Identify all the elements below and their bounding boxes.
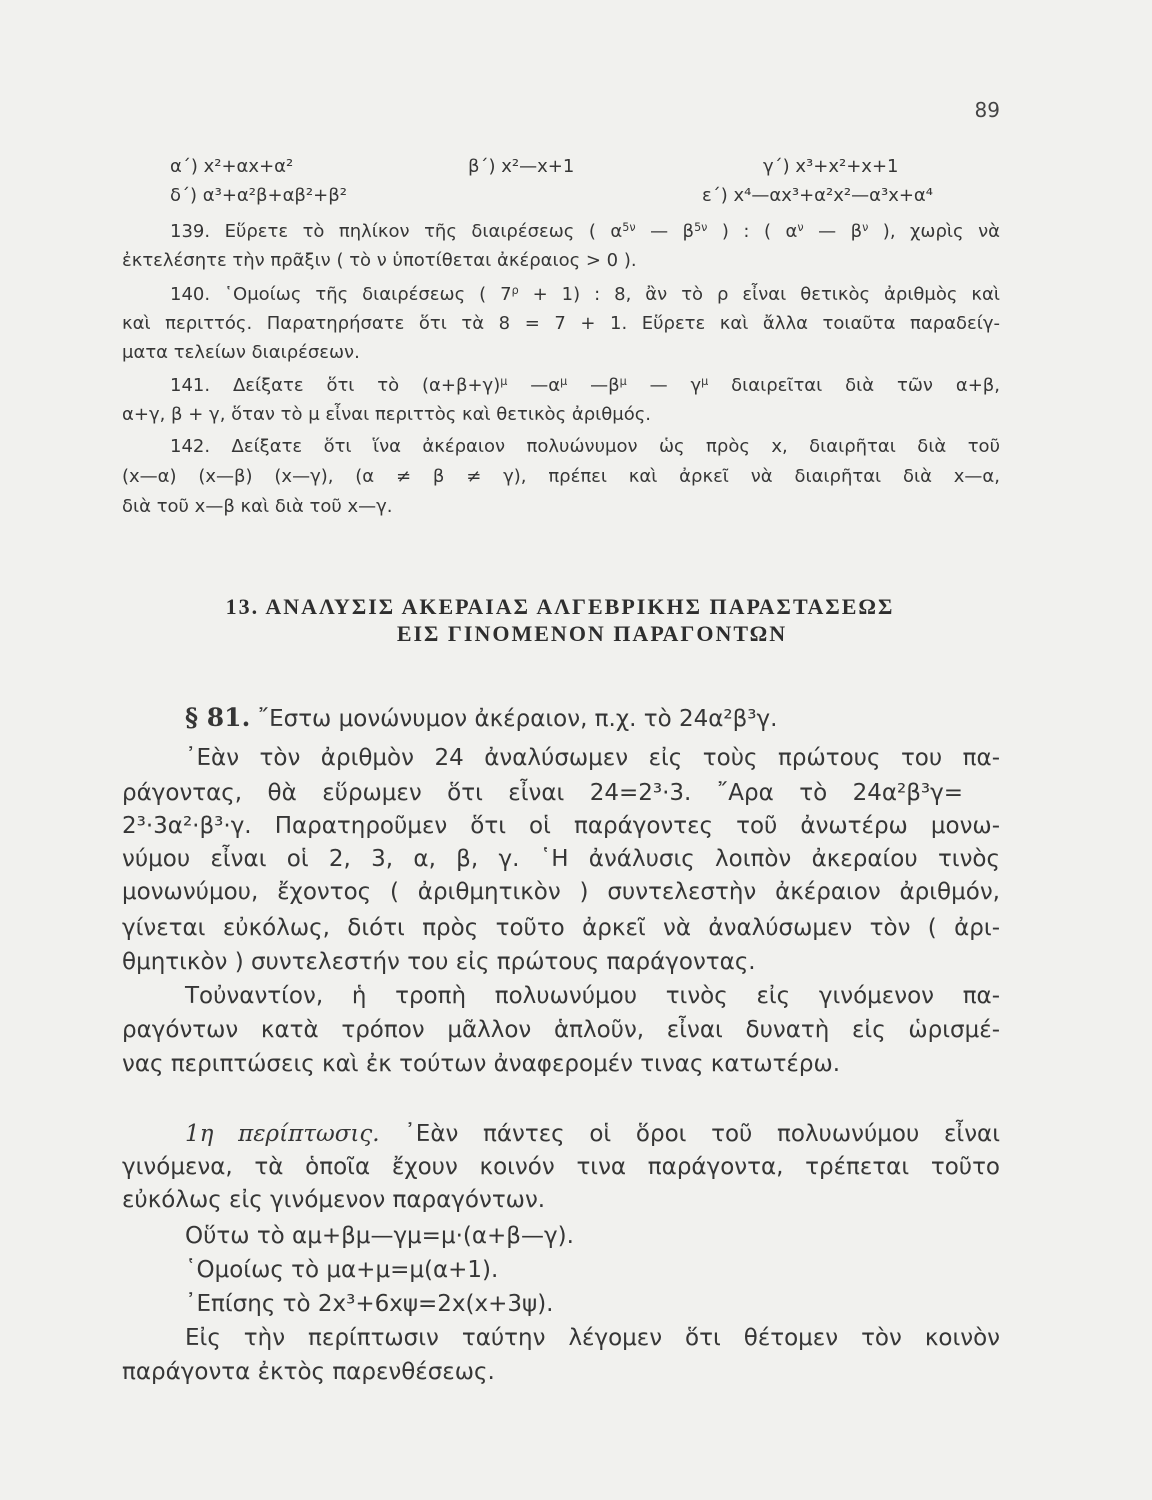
text-segment: — β	[635, 221, 695, 242]
text-segment: ), χωρὶς νὰ	[868, 221, 1001, 242]
exercise-part-a: α΄) x²+αx+α²	[170, 156, 294, 177]
exercise-part-c: γ΄) x³+x²+x+1	[763, 156, 899, 177]
paragraph-1-line-5: μονωνύμου, ἔχοντος ( ἀριθμητικὸν ) συντελεστὴν ἀκέραιον ἀριθμόν,	[122, 879, 1000, 905]
exercise-140-line-3: ματα τελείων διαιρέσεων.	[122, 342, 360, 363]
superscript: ν	[797, 220, 804, 234]
text-segment: ῎Εστω μονώνυμον ἀκέραιον, π.χ. τὸ 24α²β³γ.	[250, 706, 778, 732]
exercise-139-line-2: ἐκτελέσητε τὴν πρᾶξιν ( τὸ ν ὑποτίθεται ἀκέραιος > 0 ).	[122, 250, 637, 271]
superscript: ρ	[511, 283, 519, 297]
page-number: 89	[974, 98, 1000, 122]
section-81-intro	[185, 701, 777, 735]
text-segment: 141. Δείξατε ὅτι τὸ (α+β+γ)	[170, 375, 501, 396]
example-formula-2: ῾Ομοίως τὸ μα+μ=μ(α+1).	[185, 1257, 499, 1283]
text-segment: — γ	[626, 375, 702, 396]
superscript: μ	[560, 374, 568, 388]
example-formula-1: Οὕτω τὸ αμ+βμ—γμ=μ·(α+β—γ).	[185, 1223, 574, 1249]
superscript: ν	[862, 220, 869, 234]
text-segment: —β	[567, 375, 620, 396]
text-segment: ᾽Εὰν πάντες οἱ ὅροι τοῦ πολυωνύμου εἶναι	[379, 1121, 1000, 1147]
text-segment: + 1) : 8, ἂν τὸ ρ εἶναι θετικὸς ἀριθμὸς καὶ	[518, 284, 1000, 305]
text-segment: διαιρεῖται διὰ τῶν α+β,	[708, 375, 1000, 396]
superscript: 5ν	[694, 220, 708, 234]
paragraph-1-line-4: νύμου εἶναι οἱ 2, 3, α, β, γ. ῾Η ἀνάλυσις λοιπὸν ἀκεραίου τινὸς	[122, 846, 1000, 872]
text-segment: 140. ῾Ομοίως τῆς διαιρέσεως ( 7	[170, 284, 512, 305]
text-segment: ) : ( α	[707, 221, 798, 242]
case-1-title: 1η περίπτωσις.	[185, 1121, 380, 1147]
section-heading-line-1: 13. ΑΝΑΛΥΣΙΣ ΑΚΕΡΑΙΑΣ ΑΛΓΕΒΡΙΚΗΣ ΠΑΡΑΣΤΑΣΕΩΣ	[225, 594, 895, 619]
exercise-part-b: β΄) x²—x+1	[468, 156, 575, 177]
paragraph-2-line-2: ραγόντων κατὰ τρόπον μᾶλλον ἁπλοῦν, εἶναι δυνατὴ εἰς ὡρισμέ-	[122, 1017, 1000, 1043]
paragraph-2-line-1: Τοὐναντίον, ἡ τροπὴ πολυωνύμου τινὸς εἰς γινόμενον πα-	[185, 983, 1000, 1009]
paragraph-1-line-7: θμητικὸν ) συντελεστήν του εἰς πρώτους παράγοντας.	[122, 949, 756, 975]
paragraph-1-line-1: ᾽Εὰν τὸν ἀριθμὸν 24 ἀναλύσωμεν εἰς τοὺς πρώτους του πα-	[185, 745, 1000, 771]
conclusion-line-2: παράγοντα ἐκτὸς παρενθέσεως.	[122, 1359, 495, 1385]
case-1-line-3: εὐκόλως εἰς γινόμενον παραγόντων.	[122, 1187, 546, 1213]
paragraph-1-line-6: γίνεται εὐκόλως, διότι πρὸς τοῦτο ἀρκεῖ νὰ ἀναλύσωμεν τὸν ( ἀρι-	[122, 915, 1000, 941]
superscript: μ	[701, 374, 709, 388]
exercise-141-line-2: α+γ, β + γ, ὅταν τὸ μ εἶναι περιττὸς καὶ θετικὸς ἀριθμός.	[122, 404, 652, 425]
paragraph-1-line-3: 2³·3α²·β³·γ. Παρατηροῦμεν ὅτι οἱ παράγοντες τοῦ ἀνωτέρω μονω-	[122, 813, 1000, 839]
text-segment: 139. Εὕρετε τὸ πηλίκον τῆς διαιρέσεως ( α	[170, 221, 623, 242]
exercise-141-line-1	[170, 371, 1000, 401]
section-number: § 81.	[185, 703, 251, 732]
section-heading-line-2: ΕΙΣ ΓΙΝΟΜΕΝΟΝ ΠΑΡΑΓΟΝΤΩΝ	[396, 621, 788, 646]
exercise-140-line-1	[170, 280, 1000, 310]
exercise-142-line-1: 142. Δείξατε ὅτι ἵνα ἀκέραιον πολυώνυμον ὡς πρὸς x, διαιρῆται διὰ τοῦ	[170, 436, 1000, 457]
exercise-part-d: δ΄) α³+α²β+αβ²+β²	[170, 185, 347, 206]
paragraph-1-line-2: ράγοντας, θὰ εὕρωμεν ὅτι εἶναι 24=2³·3. ῎Αρα τὸ 24α²β³γ=	[122, 780, 963, 806]
exercise-142-line-2: (x—α) (x—β) (x—γ), (α ≠ β ≠ γ), πρέπει καὶ ἀρκεῖ νὰ διαιρῆται διὰ x—α,	[122, 466, 1000, 487]
exercise-142-line-3: διὰ τοῦ x—β καὶ διὰ τοῦ x—γ.	[122, 496, 393, 517]
text-segment: — β	[803, 221, 863, 242]
case-1-line-2: γινόμενα, τὰ ὁποῖα ἔχουν κοινόν τινα παράγοντα, τρέπεται τοῦτο	[122, 1154, 1000, 1180]
exercise-140-line-2: καὶ περιττός. Παρατηρήσατε ὅτι τὰ 8 = 7 + 1. Εὕρετε καὶ ἄλλα τοιαῦτα παραδείγ-	[122, 313, 1000, 334]
example-formula-3: ᾽Επίσης τὸ 2x³+6xψ=2x(x+3ψ).	[185, 1291, 554, 1317]
paragraph-2-line-3: νας περιπτώσεις καὶ ἐκ τούτων ἀναφερομέν τινας κατωτέρω.	[122, 1051, 841, 1077]
exercise-139-line-1	[170, 217, 1000, 247]
superscript: μ	[500, 374, 508, 388]
conclusion-line-1: Εἰς τὴν περίπτωσιν ταύτην λέγομεν ὅτι θέτομεν τὸν κοινὸν	[185, 1325, 1000, 1351]
text-segment: —α	[507, 375, 561, 396]
case-1-line-1	[185, 1117, 1000, 1151]
superscript: μ	[619, 374, 627, 388]
superscript: 5ν	[622, 220, 636, 234]
exercise-part-e: ε΄) x⁴—αx³+α²x²—α³x+α⁴	[702, 185, 934, 206]
